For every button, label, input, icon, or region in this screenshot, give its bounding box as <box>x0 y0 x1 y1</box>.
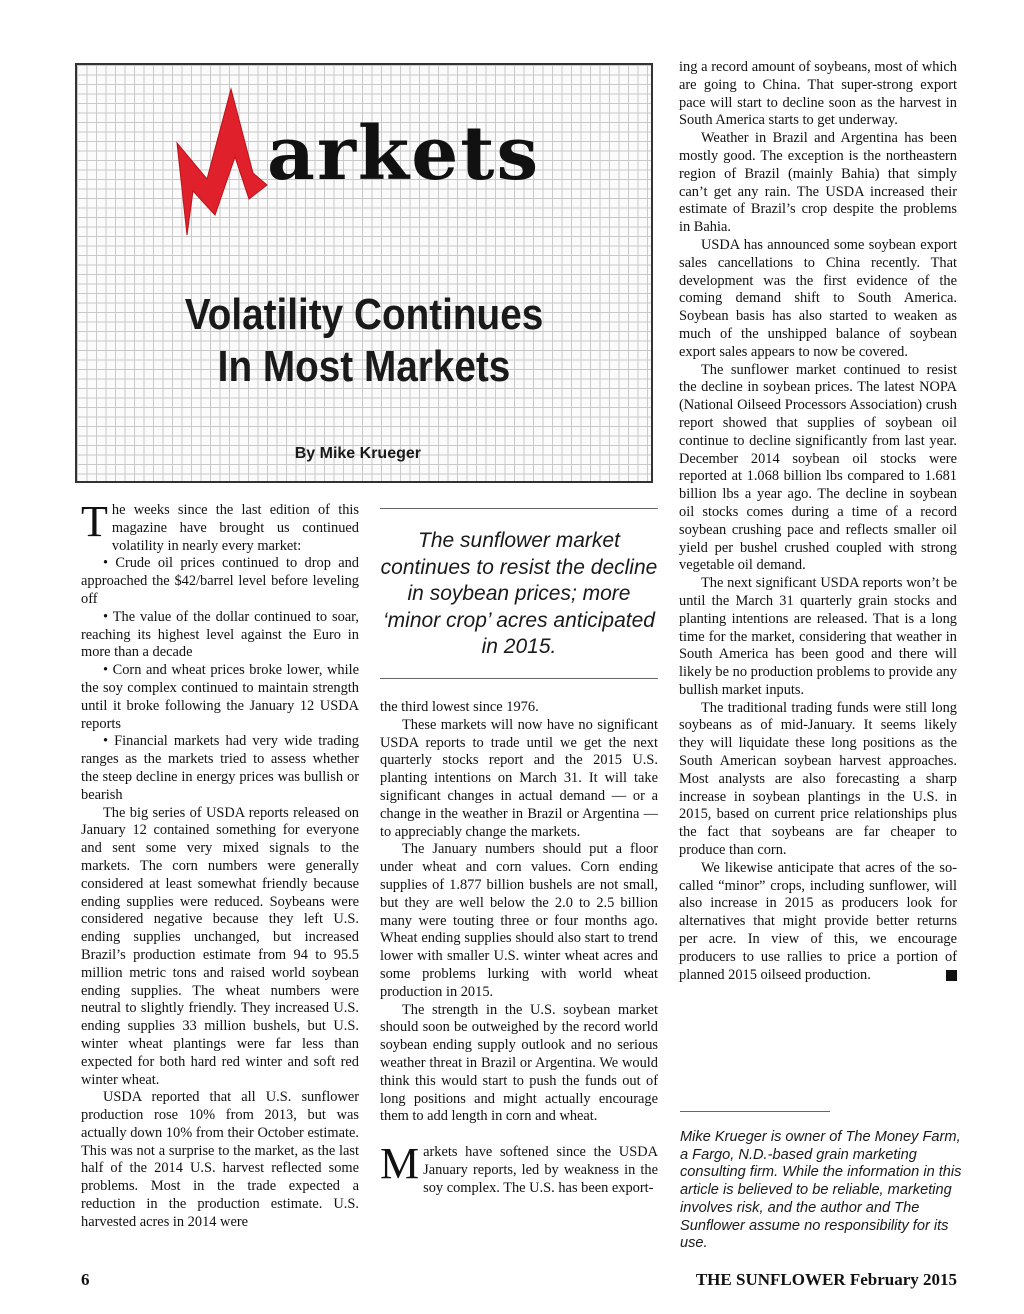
column-3 <box>679 59 957 984</box>
end-of-article-icon <box>946 970 957 981</box>
body-paragraph: These markets will now have no significant USDA reports to trade until we get the next quarterly stocks report and the 2015 U.S. planting intentions on March 31. It will take significant changes in actual demand — or a change in the weather in Brazil or Argentina — to appreciably change the markets. <box>380 716 658 840</box>
headline-line-2: In Most Markets <box>217 342 511 391</box>
bullet-item: • The value of the dollar continued to soar, reaching its highest level against the Euro in more than a decade <box>81 608 359 661</box>
pull-quote-rule-top <box>380 508 658 509</box>
bullet-item: • Corn and wheat prices broke lower, while the soy complex continued to maintain strength until it broke following the January 12 USDA reports <box>81 662 359 732</box>
markets-logo-m-icon <box>173 87 269 237</box>
bullet-item: • Financial markets had very wide trading ranges as the markets tried to assess whether the steep decline in energy prices was bullish or bearish <box>81 733 359 803</box>
body-paragraph: The strength in the U.S. soybean market should soon be outweighed by the record world soybean ending supply outlook and no serious weather threat in Brazil or Argentina. We would think this would start to push the funds out of long positions and might actually encourage them to add length in corn and wheat. <box>380 1001 658 1125</box>
continuation-paragraph: the third lowest since 1976. <box>380 699 539 715</box>
intro-text: he weeks since the last edition of this magazine have brought us continued volatility in nearly every market: <box>111 502 359 554</box>
body-paragraph: USDA reported that all U.S. sunflower production rose 10% from 2013, but was actually down 10% from their October estimate. This was not a surprise to the market, as the last half of the 2014 U.S. harvest reflected some problems. Most in the trade expected a reduction in the production estimate. U.S. harvested acres in 2014 were <box>81 1089 359 1230</box>
column-2 <box>380 699 658 1198</box>
body-paragraph: The big series of USDA reports released on January 12 contained something for everyone and sent some very mixed signals to the markets. The corn numbers were generally considered at least somewhat friendly because ending supplies were reduced. Soybeans were considered negative because they left U.S. ending supplies unchanged, but increased Brazil’s production estimate from 94 to 95.5 million metric tons and raised world soybean ending supplies. The wheat numbers were neutral to slightly friendly. They increased U.S. ending supplies 33 million bushels, but U.S. winter wheat plantings were far less than expected for both hard red winter and soft red winter wheat. <box>81 804 359 1088</box>
bio-rule <box>680 1111 830 1112</box>
section-paragraph <box>380 1139 658 1197</box>
body-paragraph: The January numbers should put a floor under wheat and corn values. Corn ending supplies of 1.877 billion bushels are not small, but they are well below the 2.0 to 2.5 billion many were touting three or four months ago. Wheat ending supplies should also start to trend lower with smaller U.S. winter wheat acres and some problems lurking with world wheat production in 2015. <box>380 841 658 1000</box>
page-number: 6 <box>81 1270 90 1289</box>
body-paragraph: Weather in Brazil and Argentina has been mostly good. The exception is the northeastern region of Brazil (mainly Bahia) that simply can’t get any rain. The USDA increased their estimate of Brazil’s crop despite the problems in Bahia. <box>679 130 957 236</box>
section-text: arkets have softened since the USDA January reports, led by weakness in the soy complex. The U.S. has been export- <box>423 1144 658 1196</box>
author-bio: Mike Krueger is owner of The Money Farm, a Fargo, N.D.-based grain marketing consulting firm. While the information in this article is believed to be reliable, marketing involves risk, and the author and The Sunflower assume no responsibility for its use. <box>680 1129 962 1252</box>
intro-paragraph <box>81 497 359 555</box>
footer-masthead: THE SUNFLOWER February 2015 <box>695 1270 957 1289</box>
headline-line-1: Volatility Continues <box>184 290 544 339</box>
body-paragraph <box>679 860 957 985</box>
body-paragraph: The next significant USDA reports won’t be until the March 31 quarterly grain stocks and planting intentions are released. That is a long time for the market, considering that weather in South America has been good and there will likely be no production problems to provide any bullish market inputs. <box>679 575 957 698</box>
drop-cap-m: M <box>380 1139 420 1189</box>
markets-logo-text: arkets <box>267 111 541 197</box>
body-paragraph: The traditional trading funds were still long soybeans as of mid-January. It seems likely they will liquidate these long positions as the South American soybean harvest approaches. Most analysts are also forecasting a sharp increase in soybean plantings in the U.S. in 2015, based on current price relationships plus the fact that soybeans are far cheaper to produce than corn. <box>679 699 957 859</box>
drop-cap-t: T <box>81 497 108 546</box>
final-paragraph-text: We likewise anticipate that acres of the so-called “minor” crops, including sunflower, will also increase in 2015 as producers look for alternatives that might provide better returns per acre. In view of this, we encourage producers to use rallies to price a portion of planned 2015 oilseed production. <box>679 859 957 983</box>
body-paragraph: The sunflower market continued to resist the decline in soybean prices. The latest NOPA (National Oilseed Processors Association) crush report showed that supplies of soybean oil continue to decline significantly from last year. December 2014 soybean oil stocks were reported at 1.068 billion lbs compared to 1.681 billion lbs a year ago. The decline in soybean oil stocks comes during a time of a record soybean crushing pace and reflects smaller oil yield per bushel crushed coupled with strong vegetable oil demand. <box>679 361 957 574</box>
headline <box>111 289 616 393</box>
byline: By Mike Krueger <box>294 445 421 462</box>
pull-quote: The sunflower market continues to resist the decline in soybean prices; more ‘minor crop’ acres anticipated in 2015. <box>380 529 658 658</box>
pull-quote-rule-bottom <box>380 678 658 679</box>
column-1 <box>81 497 359 1232</box>
body-paragraph: USDA has announced some soybean export sales cancellations to China recently. That development was the first evidence of the coming demand shift to South America. Soybean basis has also started to weaken as much of the unshipped balance of soybean export sales appears to now be covered. <box>679 236 957 360</box>
continuation-paragraph: ing a record amount of soybeans, most of which are going to China. That super-strong export pace will start to decline soon as the harvest in South America starts to get underway. <box>679 59 957 129</box>
article-header <box>75 63 653 483</box>
bullet-item: • Crude oil prices continued to drop and approached the $42/barrel level before leveling off <box>81 555 359 607</box>
